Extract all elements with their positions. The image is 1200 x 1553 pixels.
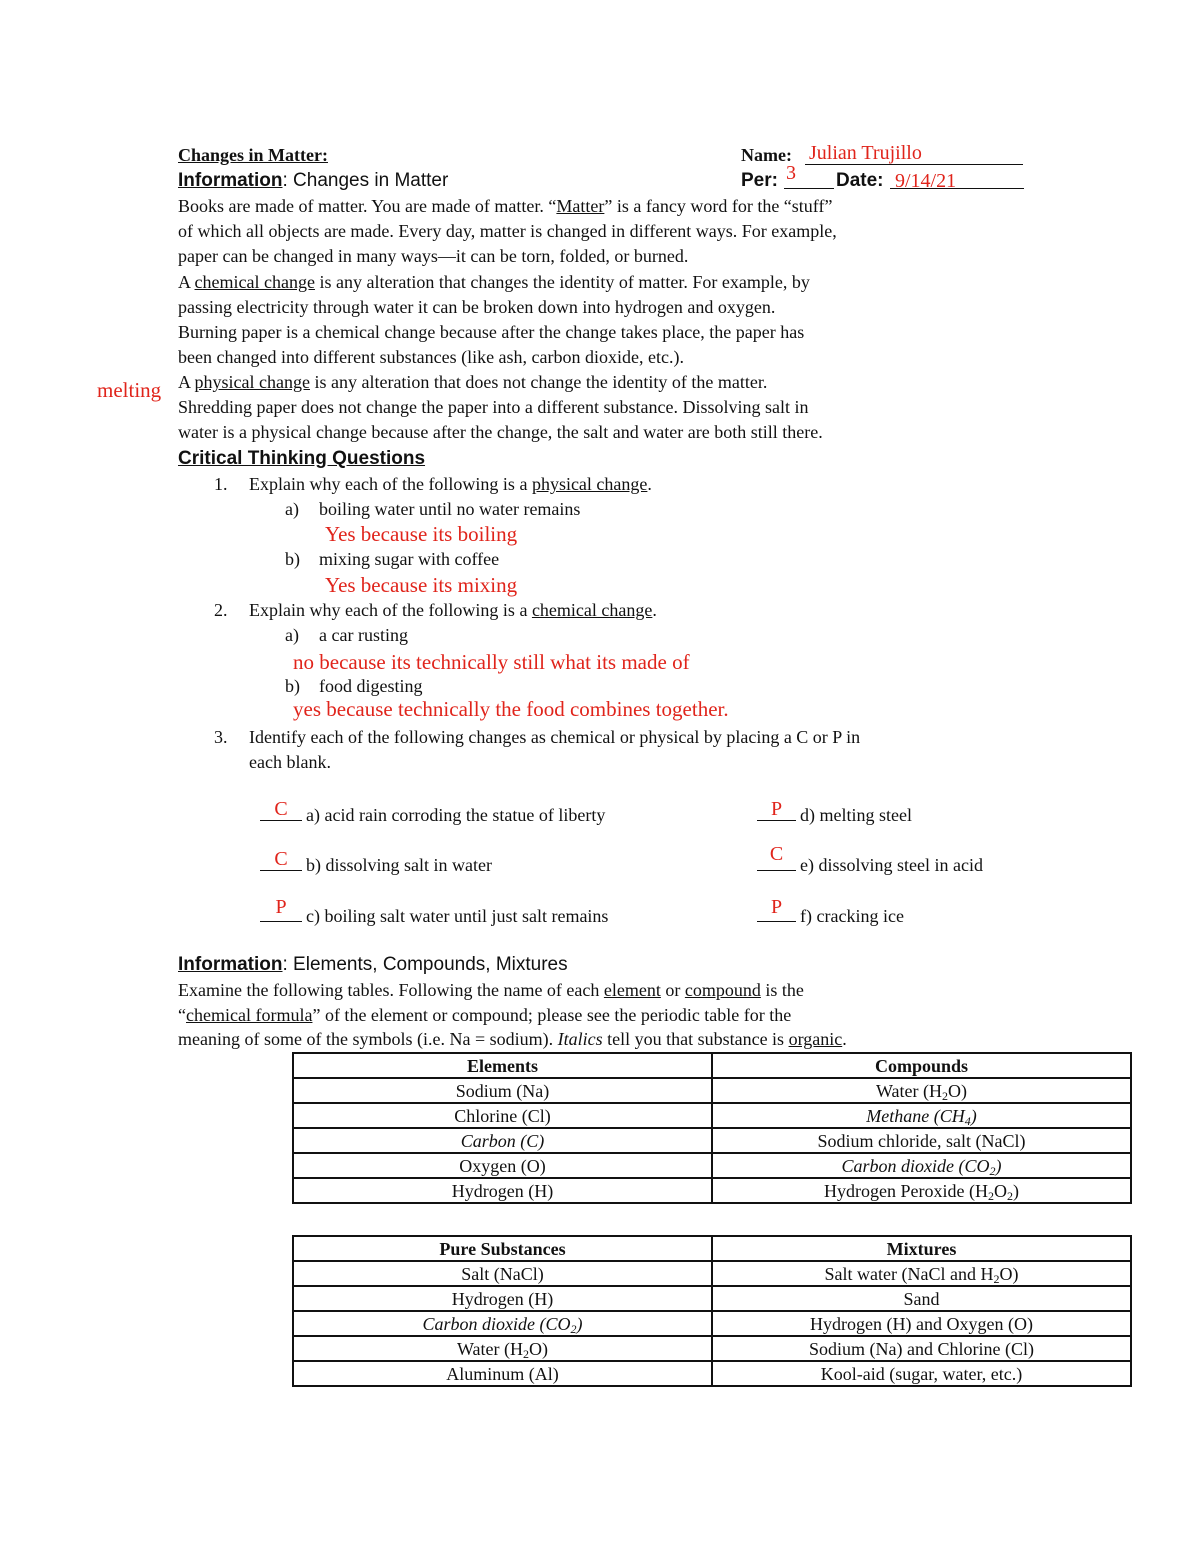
table-cell: Water $(H_2O)$ [712,1078,1131,1103]
q3-prompt-line-2: each blank. [249,752,331,772]
intro-line-8: A physical change is any alteration that does not change the identity of the matter. [178,372,768,392]
q3-item-a: C a) acid rain corroding the statue of liberty [260,802,605,826]
period-label: Per: [741,170,778,191]
q2a-label: a) [285,625,299,645]
intro-line-1: Books are made of matter. You are made of matter. “Matter” is a fancy word for the “stuff” [178,196,833,216]
q3-blank-c[interactable]: P [260,903,302,922]
table-row [293,1078,1131,1103]
table-cell: Carbon dioxide $(CO_2)$ [712,1153,1131,1178]
q2a-text: a car rusting [319,625,408,645]
table-cell: Hydrogen (H) and Oxygen (O) [712,1311,1131,1336]
q3-item-d: P d) melting steel [757,802,912,826]
table-row [293,1178,1131,1203]
q2a-answer[interactable]: no because its technically still what its made of [293,650,690,674]
intro-line-5: passing electricity through water it can be broken down into hydrogen and oxygen. [178,297,776,317]
pure-substances-mixtures-table [292,1235,1132,1387]
q3-blank-a[interactable]: C [260,802,302,821]
intro-line-4: A chemical change is any alteration that changes the identity of matter. For example, by [178,272,810,292]
q1b-label: b) [285,549,300,569]
q1-number: 1. [214,474,228,494]
q3-number: 3. [214,727,228,747]
table-cell: Sodium (Na) and Chlorine (Cl) [712,1336,1131,1361]
table-cell: Water $(H_2O)$ [293,1336,712,1361]
q2-prompt: Explain why each of the following is a chemical change. [249,600,657,620]
q3-item-b: C b) dissolving salt in water [260,852,492,876]
q1a-text: boiling water until no water remains [319,499,581,519]
table-cell: Hydrogen (H) [293,1286,712,1311]
table-cell: Hydrogen Peroxide $(H_2O_2)$ [712,1178,1131,1203]
q3-blank-d[interactable]: P [757,802,796,821]
q3-prompt-line-1: Identify each of the following changes as chemical or physical by placing a C or P in [249,727,861,747]
table-header-cell: Mixtures [712,1236,1131,1261]
period-value: 3 [786,162,796,184]
q1-prompt: Explain why each of the following is a physical change. [249,474,652,494]
intro-line-7: been changed into different substances (like ash, carbon dioxide, etc.). [178,347,684,367]
table-header-row [293,1236,1131,1261]
intro-line-2: of which all objects are made. Every day, matter is changed in different ways. For example, [178,221,837,241]
table-row [293,1361,1131,1386]
table-header-cell: Elements [293,1053,712,1078]
q3-item-c: P c) boiling salt water until just salt remains [260,903,608,927]
table-cell: Salt (NaCl) [293,1261,712,1286]
table-cell: Sand [712,1286,1131,1311]
table-cell: Aluminum (Al) [293,1361,712,1386]
q1a-label: a) [285,499,299,519]
q3-blank-b[interactable]: C [260,852,302,871]
ctq-heading: Critical Thinking Questions [178,448,426,469]
table-cell: Kool-aid (sugar, water, etc.) [712,1361,1131,1386]
q1b-answer[interactable]: Yes because its mixing [325,573,518,597]
table-cell: Hydrogen (H) [293,1178,712,1203]
info2-line-1: Examine the following tables. Following the name of each element or compound is the [178,980,804,1000]
table-row [293,1286,1131,1311]
table-cell: Carbon dioxide $(CO_2)$ [293,1311,712,1336]
intro-line-6: Burning paper is a chemical change because after the change takes place, the paper has [178,322,805,342]
table-row [293,1261,1131,1286]
table-cell: Carbon (C) [293,1128,712,1153]
table-header-cell: Compounds [712,1053,1131,1078]
intro-line-10: water is a physical change because after the change, the salt and water are both still there. [178,422,823,442]
table-row [293,1336,1131,1361]
intro-line-3: paper can be changed in many ways—it can be torn, folded, or burned. [178,246,689,266]
worksheet-title: Changes in Matter: [178,145,328,165]
table-cell: Sodium chloride, salt (NaCl) [712,1128,1131,1153]
elements-compounds-table [292,1052,1132,1204]
q2b-answer[interactable]: yes because technically the food combines together. [293,697,729,721]
q2b-label: b) [285,676,300,696]
margin-note: melting [97,378,162,402]
name-value: Julian Trujillo [809,142,922,164]
date-label: Date: [836,170,884,191]
q3-blank-f[interactable]: P [757,903,796,922]
table-row [293,1128,1131,1153]
table-cell: Methane $(CH_4)$ [712,1103,1131,1128]
q3-blank-e[interactable]: C [757,852,796,871]
name-label: Name: [741,145,792,165]
intro-line-9: Shredding paper does not change the paper into a different substance. Dissolving salt in [178,397,809,417]
information-2-heading: Information: Elements, Compounds, Mixtures [178,954,568,975]
information-heading: Information: Changes in Matter [178,170,449,191]
info2-line-2: “chemical formula” of the element or compound; please see the periodic table for the [178,1005,792,1025]
table-cell: Oxygen (O) [293,1153,712,1178]
table-cell: Sodium (Na) [293,1078,712,1103]
table-header-row [293,1053,1131,1078]
table-row [293,1153,1131,1178]
q3-item-f: P f) cracking ice [757,903,904,927]
q1b-text: mixing sugar with coffee [319,549,500,569]
table-cell: Chlorine (Cl) [293,1103,712,1128]
date-value: 9/14/21 [895,170,957,192]
name-field[interactable] [805,144,1023,165]
table-header-cell: Pure Substances [293,1236,712,1261]
q2-number: 2. [214,600,228,620]
info2-line-3: meaning of some of the symbols (i.e. Na = sodium). Italics tell you that substance is organic. [178,1029,847,1049]
period-field[interactable] [784,162,834,189]
q3-item-e: C e) dissolving steel in acid [757,852,983,876]
table-row [293,1311,1131,1336]
table-cell: Salt water (NaCl and $H_2O$) [712,1261,1131,1286]
q1a-answer[interactable]: Yes because its boiling [325,522,518,546]
table-row [293,1103,1131,1128]
q2b-text: food digesting [319,676,423,696]
date-field[interactable] [890,168,1024,192]
